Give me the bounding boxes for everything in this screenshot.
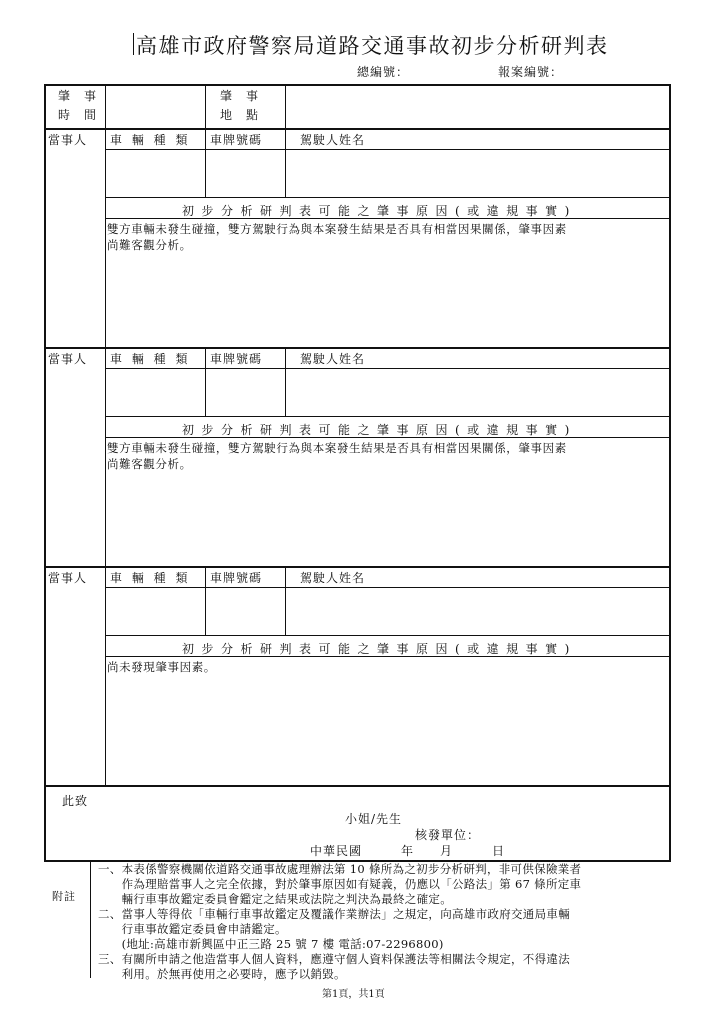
note-line: 輛行車事故鑑定委員會鑑定之結果或法院之判決為最終之確定。	[98, 892, 452, 906]
cause-header: 初步分析研判表可能之肇事原因(或違規事實)	[182, 423, 577, 437]
page-number: 第1頁，共1頁	[322, 989, 385, 1000]
notes-list	[98, 862, 581, 982]
form-title: 高雄市政府警察局道路交通事故初步分析研判表	[136, 34, 609, 58]
accident-place-field[interactable]	[287, 86, 665, 126]
addressee: 小姐/先生	[345, 812, 403, 826]
cause-line: 雙方車輛未發生碰撞，雙方駕駛行為與本案發生結果是否具有相當因果關係，肇事因素	[107, 222, 567, 236]
note-line: 三、有關所申請之他造當事人個人資料，應遵守個人資料保護法等相關法令規定，不得違法	[98, 952, 570, 966]
vehicle-type-label: 車 輛 種 類	[110, 352, 191, 366]
driver-name-label: 駕駛人姓名	[300, 133, 366, 147]
cause-text[interactable]	[107, 221, 667, 253]
accident-place-label	[220, 87, 259, 125]
plate-number-label: 車牌號碼	[210, 352, 263, 366]
label-line: 肇 事	[220, 89, 260, 103]
date-line: 中華民國 年 月 日	[310, 844, 506, 858]
party-label: 當事人	[48, 133, 88, 147]
total-number-label: 總編號：	[357, 65, 410, 79]
form-table	[44, 84, 671, 862]
issuing-unit-label: 核發單位：	[415, 828, 481, 842]
plate-number-field[interactable]	[207, 151, 283, 195]
cause-line: 雙方車輛未發生碰撞，雙方駕駛行為與本案發生結果是否具有相當因果關係，肇事因素	[107, 441, 567, 455]
note-line: 利用。於無再使用之必要時，應予以銷毀。	[98, 967, 346, 981]
note-line: 作為理賠當事人之完全依據，對於肇事原因如有疑義，仍應以「公路法」第 67 條所定車	[98, 877, 582, 891]
vehicle-type-label: 車 輛 種 類	[110, 571, 191, 585]
vehicle-type-label: 車 輛 種 類	[110, 133, 191, 147]
note-line: 行車事故鑑定委員會申請鑑定。	[98, 922, 287, 936]
driver-name-field[interactable]	[287, 370, 665, 414]
report-number-label: 報案編號：	[498, 65, 564, 79]
label-line: 時 間	[58, 108, 98, 122]
cause-text[interactable]	[107, 659, 667, 675]
note-line: 一、本表係警察機關依道路交通事故處理辦法第 10 條所為之初步分析研判，非可供保險業者	[98, 862, 582, 876]
cause-header: 初步分析研判表可能之肇事原因(或違規事實)	[182, 204, 577, 218]
accident-time-label	[58, 87, 97, 125]
driver-name-field[interactable]	[287, 589, 665, 633]
plate-number-field[interactable]	[207, 589, 283, 633]
cause-text[interactable]	[107, 440, 667, 472]
salutation: 此致	[62, 794, 89, 808]
note-line: 二、當事人等得依「車輛行車事故鑑定及覆議作業辦法」之規定，向高雄市政府交通局車輛	[98, 907, 570, 921]
note-line: (地址:高雄市新興區中正三路 25 號 7 樓 電話:07-2296800)	[98, 937, 444, 951]
notes-label: 附註	[52, 890, 76, 903]
plate-number-label: 車牌號碼	[210, 571, 263, 585]
cause-header: 初步分析研判表可能之肇事原因(或違規事實)	[182, 642, 577, 656]
cause-line: 尚難客觀分析。	[107, 457, 192, 471]
label-line: 肇 事	[58, 89, 98, 103]
plate-number-field[interactable]	[207, 370, 283, 414]
driver-name-label: 駕駛人姓名	[300, 571, 366, 585]
vehicle-type-field[interactable]	[107, 370, 203, 414]
cause-line: 尚未發現肇事因素。	[107, 660, 216, 674]
plate-number-label: 車牌號碼	[210, 133, 263, 147]
label-line: 地 點	[220, 108, 260, 122]
vehicle-type-field[interactable]	[107, 151, 203, 195]
accident-time-field[interactable]	[107, 86, 203, 126]
party-label: 當事人	[48, 352, 88, 366]
cause-line: 尚難客觀分析。	[107, 238, 192, 252]
driver-name-field[interactable]	[287, 151, 665, 195]
vehicle-type-field[interactable]	[107, 589, 203, 633]
title-cursor	[133, 33, 134, 55]
party-label: 當事人	[48, 571, 88, 585]
driver-name-label: 駕駛人姓名	[300, 352, 366, 366]
